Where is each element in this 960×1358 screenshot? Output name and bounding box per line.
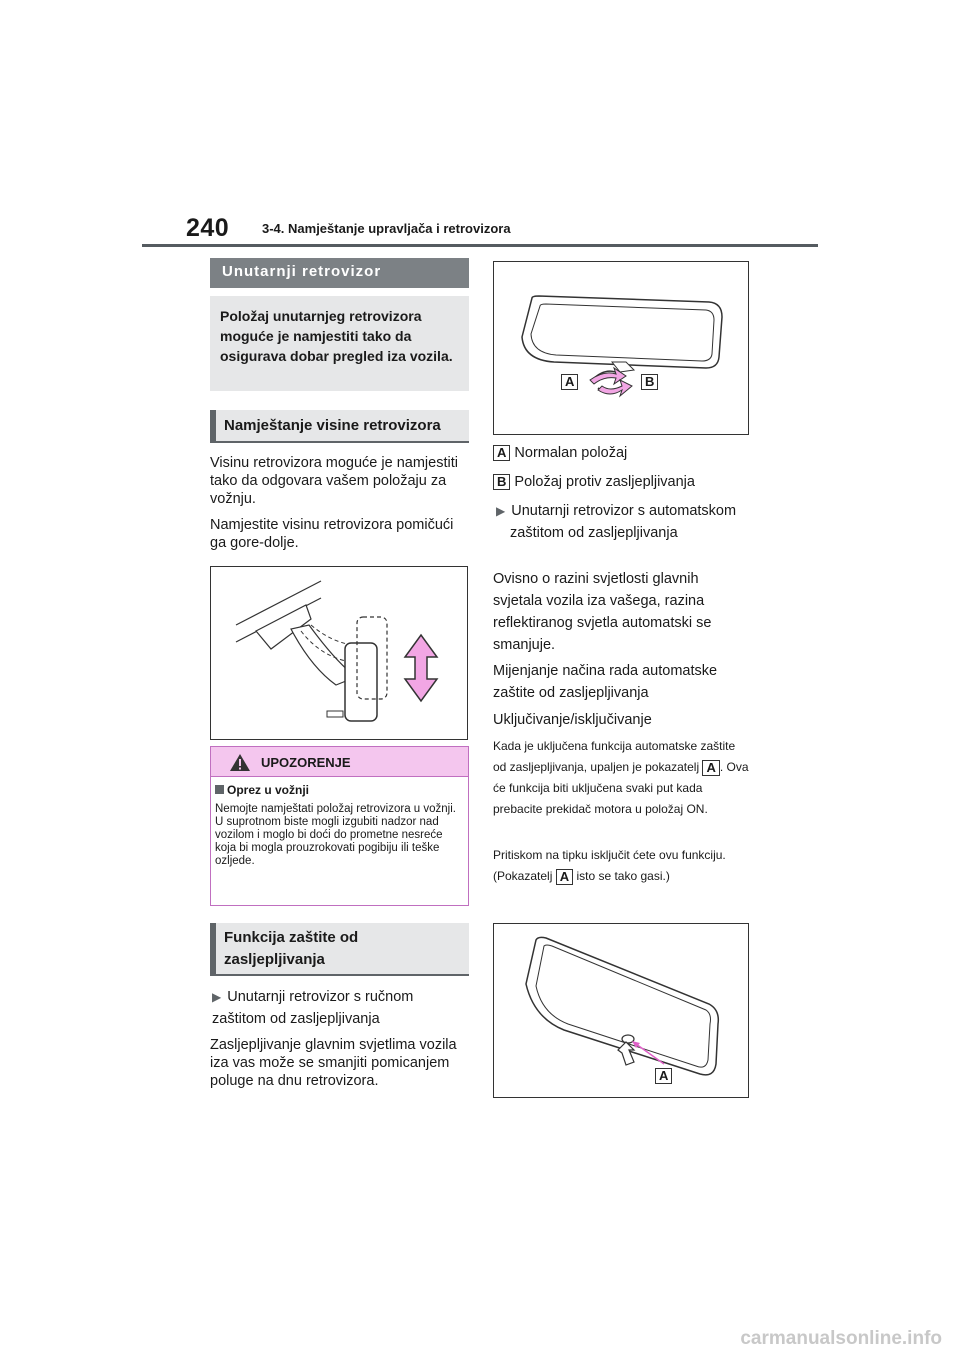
warning-line-1: Nemojte namještati položaj retrovizora u vožnji. xyxy=(215,803,456,815)
note-indicator-part2: . Ova će funkcija biti uključena svaki put kada prebacite prekidač motora u položaj ON. xyxy=(493,760,749,816)
figure-label-a: A xyxy=(561,374,578,390)
triangle-bullet-icon: ▶ xyxy=(496,504,506,518)
mirror-height-illustration xyxy=(211,567,467,739)
paragraph-auto: Ovisno o razini svjetlosti glavnih svjetala vozila iza vašega, razina reflektiranog svjetla automatski se smanjuje. xyxy=(493,571,712,653)
figure2-label-a: A xyxy=(655,1068,672,1084)
legend-a-text: Normalan položaj xyxy=(514,445,628,461)
subheading-anti-glare: Funkcija zaštite od zasljepljivanja xyxy=(210,923,469,976)
legend-a-box: A xyxy=(493,445,510,461)
figure-label-b: B xyxy=(641,374,658,390)
warning-body xyxy=(215,803,465,868)
figure-mirror-antiglare xyxy=(493,261,749,435)
paragraph-height-2: Namjestite visinu retrovizora pomičući ga gore-dolje. xyxy=(210,517,454,551)
note-indicator xyxy=(493,736,751,820)
warning-title: UPOZORENJE xyxy=(261,755,351,770)
chapter-title: 3-4. Namještanje upravljača i retrovizora xyxy=(262,221,511,236)
note-indicator-part1: Kada je uključena funkcija automatske zaštite od zasljepljivanja, upaljen je pokazatelj xyxy=(493,739,736,774)
bullet-manual-text: Unutarnji retrovizor s ručnom zaštitom od zasljepljivanja xyxy=(212,989,414,1027)
watermark: carmanualsonline.info xyxy=(740,1328,942,1349)
triangle-bullet-icon: ▶ xyxy=(212,990,222,1004)
bullet-auto-text: Unutarnji retrovizor s automatskom zaštitom od zasljepljivanja xyxy=(510,503,737,541)
paragraph-height-1: Visinu retrovizora moguće je namjestiti tako da odgovara vašem položaju za vožnju. xyxy=(210,455,458,507)
legend-b-text: Položaj protiv zasljepljivanja xyxy=(514,474,695,490)
warning-subtitle-text: Oprez u vožnji xyxy=(227,783,310,797)
note-button xyxy=(493,845,751,887)
indicator-a-box-2: A xyxy=(556,869,573,885)
note-button-part1: Pritiskom na tipku isključit ćete ovu funkciju. (Pokazatelj xyxy=(493,848,726,883)
page-number: 240 xyxy=(186,214,230,242)
legend-b-box: B xyxy=(493,474,510,490)
intro-box: Položaj unutarnjeg retrovizora moguće je namjestiti tako da osigurava dobar pregled iza vozila. xyxy=(210,296,469,391)
figure-mirror-height xyxy=(210,566,468,740)
header-rule xyxy=(142,244,818,247)
subheading-height: Namještanje visine retrovizora xyxy=(210,410,469,443)
square-bullet-icon xyxy=(215,785,224,794)
bullet-manual xyxy=(212,986,470,1030)
figure-auto-mirror xyxy=(493,923,749,1098)
warning-subtitle xyxy=(215,783,309,797)
bullet-auto xyxy=(496,500,750,544)
paragraph-manual: Zasljepljivanje glavnim svjetlima vozila iza vas može se smanjiti pomicanjem poluge na dnu retrovizora. xyxy=(210,1037,457,1089)
paragraph-mode: Mijenjanje načina rada automatske zaštite od zasljepljivanja xyxy=(493,663,718,701)
indicator-a-box: A xyxy=(702,760,719,776)
legend-a xyxy=(493,442,627,464)
mirror-antiglare-illustration xyxy=(494,262,748,434)
up-down-arrow-icon xyxy=(405,635,437,701)
warning-box xyxy=(210,746,469,906)
legend-b xyxy=(493,471,695,493)
warning-triangle-icon xyxy=(229,753,251,772)
warning-header xyxy=(211,747,468,777)
section-title: Unutarnji retrovizor xyxy=(210,258,469,288)
paragraph-on-off: Uključivanje/isključivanje xyxy=(493,712,652,728)
auto-mirror-illustration xyxy=(494,924,748,1097)
note-button-part2: isto se tako gasi.) xyxy=(576,869,670,883)
warning-line-2: U suprotnom biste mogli izgubiti nadzor nad vozilom i moglo bi doći do prometne nesreće koja bi mogla prouzrokovati pogibiju ili teške ozljede. xyxy=(215,816,443,867)
